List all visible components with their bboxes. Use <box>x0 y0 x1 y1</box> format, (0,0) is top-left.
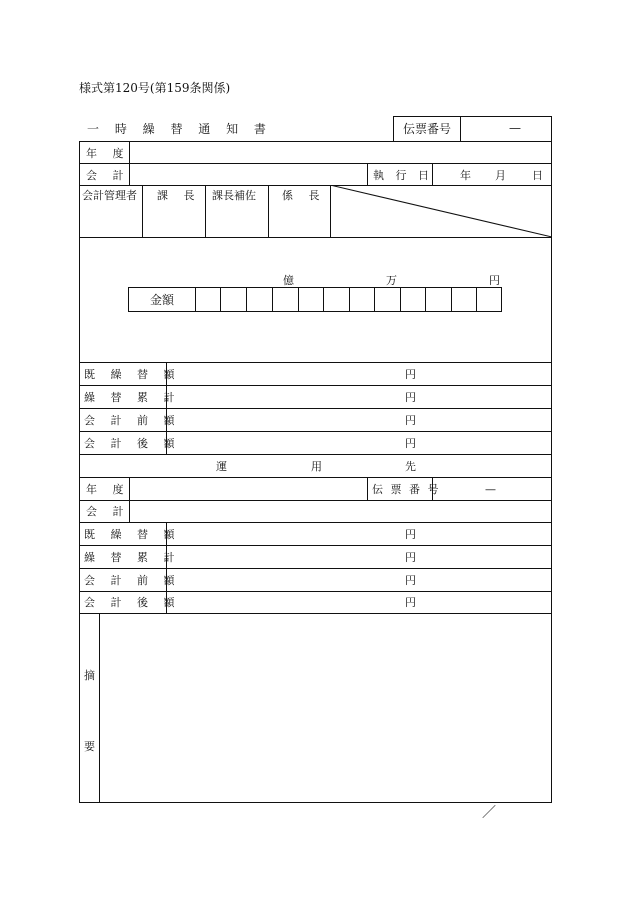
execution-date-label: 執 行 日 <box>373 169 433 182</box>
destination-char-1: 運 <box>216 460 227 473</box>
transfer-total-label: 繰 替 累 計 <box>84 391 181 404</box>
prior-transfer-label: 既 繰 替 額 <box>84 368 181 381</box>
lower-account-label: 会 計 <box>86 505 130 518</box>
account-before-unit: 円 <box>405 414 416 427</box>
lower-fiscal-year-field[interactable] <box>131 479 365 498</box>
day-suffix: 日 <box>532 169 543 182</box>
destination-char-3: 先 <box>405 460 416 473</box>
approval-subsection-chief: 係 長 <box>282 189 326 202</box>
amount-label: 金額 <box>150 293 175 307</box>
approval-deputy-chief: 課長補佐 <box>212 189 256 202</box>
approval-section-chief: 課 長 <box>157 189 201 202</box>
prior-transfer-unit: 円 <box>405 368 416 381</box>
lower-account-before-unit: 円 <box>405 574 416 587</box>
remarks-field[interactable] <box>101 615 549 801</box>
form-number: 様式第120号(第159条関係) <box>79 81 231 95</box>
lower-account-field[interactable] <box>131 502 549 520</box>
account-after-unit: 円 <box>405 437 416 450</box>
lower-fiscal-year-label: 年 度 <box>86 483 130 496</box>
lower-voucher-value[interactable]: — <box>485 483 496 496</box>
lower-transfer-total-label: 繰 替 累 計 <box>84 551 181 564</box>
lower-account-after-label: 会 計 後 額 <box>84 596 181 609</box>
transfer-total-unit: 円 <box>405 391 416 404</box>
destination-char-2: 用 <box>311 460 322 473</box>
diagonal-strike <box>330 185 552 237</box>
unit-yen: 円 <box>489 274 500 287</box>
unit-oku: 億 <box>283 274 294 287</box>
account-before-label: 会 計 前 額 <box>84 414 181 427</box>
amount-box[interactable] <box>128 287 502 312</box>
unit-man: 万 <box>386 274 397 287</box>
voucher-number-label: 伝票番号 <box>403 122 452 136</box>
voucher-number-value[interactable]: — <box>509 121 521 135</box>
account-label: 会 計 <box>86 169 130 182</box>
remarks-char-2: 要 <box>84 740 95 753</box>
lower-prior-transfer-label: 既 繰 替 額 <box>84 528 181 541</box>
year-suffix: 年 <box>460 169 471 182</box>
approval-accounting-manager: 会計管理者 <box>82 189 137 202</box>
lower-prior-transfer-unit: 円 <box>405 528 416 541</box>
month-suffix: 月 <box>495 169 506 182</box>
fiscal-year-field[interactable] <box>131 143 549 161</box>
corner-mark: ／ <box>482 805 496 821</box>
lower-transfer-total-unit: 円 <box>405 551 416 564</box>
lower-account-before-label: 会 計 前 額 <box>84 574 181 587</box>
remarks-char-1: 摘 <box>84 669 95 682</box>
account-field[interactable] <box>131 165 365 183</box>
account-after-label: 会 計 後 額 <box>84 437 181 450</box>
document-title: 一 時 繰 替 通 知 書 <box>87 122 272 136</box>
lower-account-after-unit: 円 <box>405 596 416 609</box>
fiscal-year-label: 年 度 <box>86 147 130 160</box>
lower-voucher-label: 伝 票 番 号 <box>372 483 441 496</box>
